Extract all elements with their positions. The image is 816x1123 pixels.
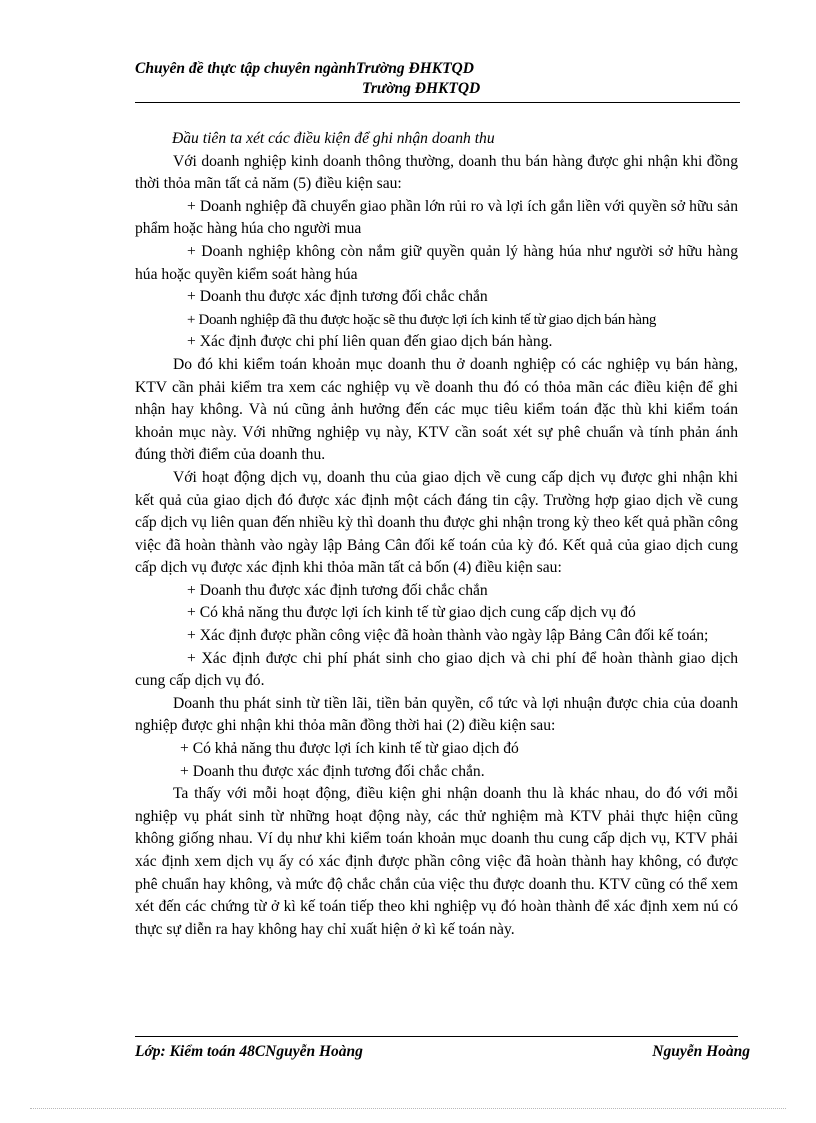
header-subtitle: Trường ĐHKTQD xyxy=(362,80,481,97)
bullet-7: + Có khả năng thu được lợi ích kinh tế từ giao dịch cung cấp dịch vụ đó xyxy=(187,604,636,622)
bullet-3: + Doanh thu được xác định tương đối chắc chắn xyxy=(187,288,488,306)
intro-heading: Đầu tiên ta xét các điều kiện để ghi nhận doanh thu xyxy=(172,130,495,147)
bullet-9: + Xác định được chi phí phát sinh cho giao dịch và chi phí để hoàn thành giao dịch cung cấp dịch vụ đó. xyxy=(135,649,738,690)
page-edge-guide xyxy=(30,1108,786,1109)
header-title: Chuyên đề thực tập chuyên ngànhTrường ĐHKTQD xyxy=(135,60,474,77)
paragraph-4: Doanh thu phát sinh từ tiền lãi, tiền bản quyền, cổ tức và lợi nhuận được chia của doanh nghiệp được ghi nhận khi thỏa mãn đồng thời hai (2) điều kiện sau: xyxy=(135,694,738,735)
footer-author: Nguyễn Hoàng xyxy=(652,1043,750,1060)
footer-divider xyxy=(135,1036,738,1037)
bullet-5: + Xác định được chi phí liên quan đến giao dịch bán hàng. xyxy=(187,333,553,351)
bullet-2: + Doanh nghiệp không còn nắm giữ quyền quản lý hàng húa như người sở hữu hàng húa hoặc quyền kiểm soát hàng húa xyxy=(135,242,738,283)
bullet-11: + Doanh thu được xác định tương đối chắc chắn. xyxy=(180,762,485,780)
bullet-1: + Doanh nghiệp đã chuyển giao phần lớn rủi ro và lợi ích gắn liền với quyền sở hữu sản phẩm hoặc hàng húa cho người mua xyxy=(135,197,738,238)
header-divider xyxy=(135,102,740,103)
bullet-4: + Doanh nghiệp đã thu được hoặc sẽ thu được lợi ích kinh tế từ giao dịch bán hàng xyxy=(187,311,657,328)
bullet-10: + Có khả năng thu được lợi ích kinh tế từ giao dịch đó xyxy=(180,740,519,758)
paragraph-3: Với hoạt động dịch vụ, doanh thu của giao dịch về cung cấp dịch vụ được ghi nhận khi kết quả của giao dịch đó được xác định một cách đáng tin cậy. Trường hợp giao dịch về cung cấp dịch vụ liên quan đến nhiều kỳ thì doanh thu được ghi nhận trong kỳ theo kết quả phần công việc đã hoàn thành vào ngày lập Bảng Cân đối kế toán của kỳ đó. Kết quả của giao dịch cung cấp dịch vụ được xác định khi thỏa mãn tất cả bốn (4) điều kiện sau: xyxy=(135,468,738,577)
bullet-6: + Doanh thu được xác định tương đối chắc chắn xyxy=(187,581,488,599)
paragraph-5: Ta thấy với mỗi hoạt động, điều kiện ghi nhận doanh thu là khác nhau, do đó với mỗi nghiệp vụ phát sinh từ những hoạt động này, các thử nghiệm mà KTV phải thực hiện cũng không giống nhau. Ví dụ như khi kiểm toán khoản mục doanh thu cung cấp dịch vụ, KTV phải xác định xem dịch vụ ấy có xác định được phần công việc đã hoàn thành hay không, có được phê chuẩn hay không, và mức độ chắc chắn của việc thu được doanh thu. KTV cũng có thể xem xét đến các chứng từ ở kì kế toán tiếp theo khi nghiệp vụ đó hoàn thành để xác định xem nú có thực sự diễn ra hay không hay chỉ xuất hiện ở kì kế toán này. xyxy=(135,785,738,938)
document-body xyxy=(135,128,738,941)
paragraph-2: Do đó khi kiểm toán khoản mục doanh thu ở doanh nghiệp có các nghiệp vụ bán hàng, KTV cần phải kiểm tra xem các nghiệp vụ về doanh thu đó có thỏa mãn các điều kiện để ghi nhận hay không. Và nú cũng ảnh hưởng đến các mục tiêu kiểm toán đặc thù khi kiểm toán khoản mục này. Với những nghiệp vụ này, KTV cần soát xét sự phê chuẩn và tính phản ánh đúng thời điểm của doanh thu. xyxy=(135,355,738,464)
bullet-8: + Xác định được phần công việc đã hoàn thành vào ngày lập Bảng Cân đối kế toán; xyxy=(187,627,709,645)
paragraph-1: Với doanh nghiệp kinh doanh thông thường, doanh thu bán hàng được ghi nhận khi đồng thời thỏa mãn tất cả năm (5) điều kiện sau: xyxy=(135,152,738,193)
footer-class-info: Lớp: Kiểm toán 48CNguyễn Hoàng xyxy=(135,1043,363,1060)
